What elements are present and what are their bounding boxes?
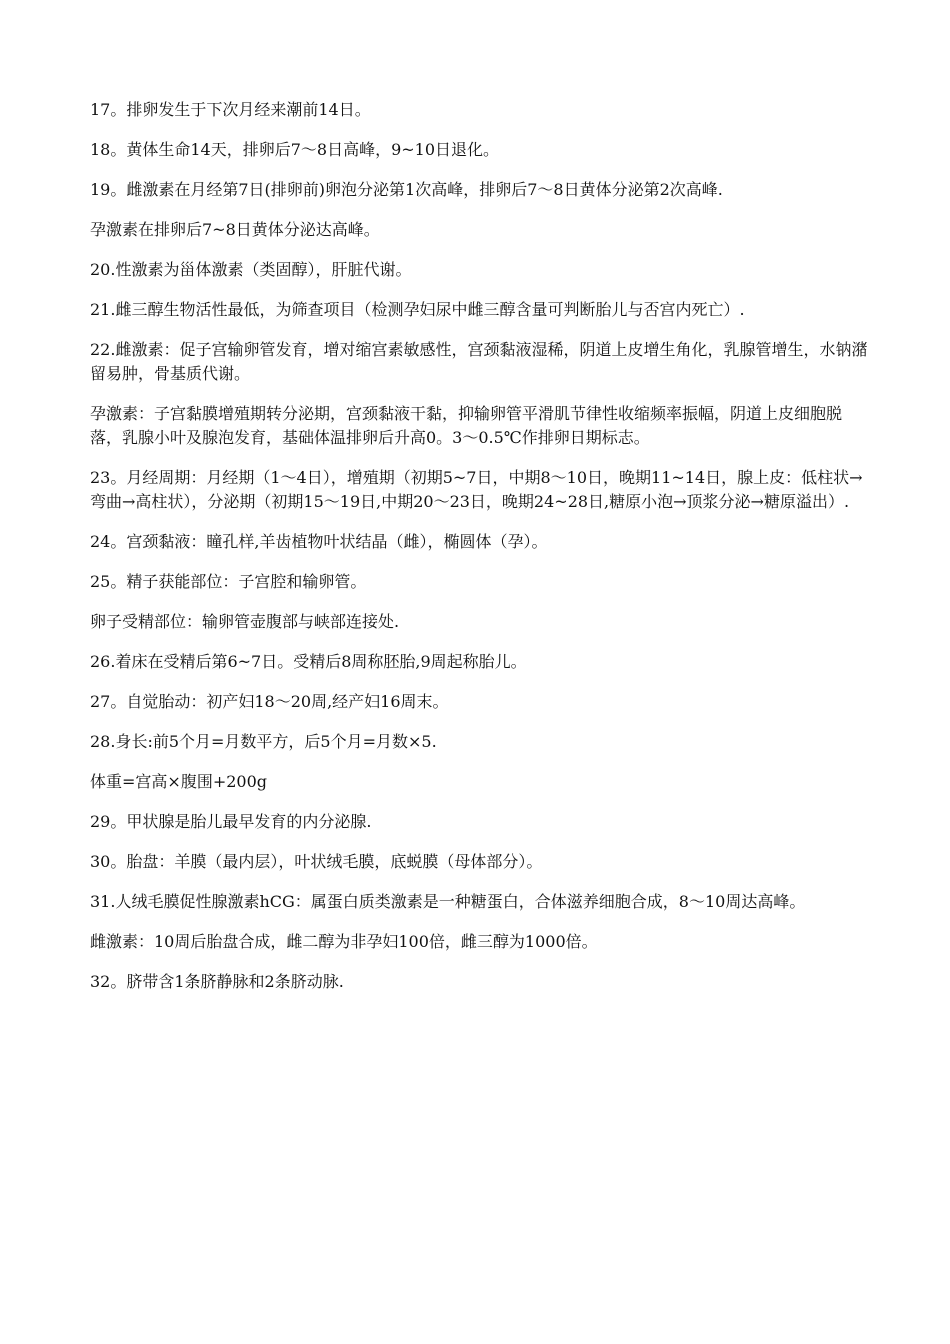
paragraph-25: 25。精子获能部位：子宫腔和输卵管。 (90, 572, 367, 591)
paragraph-28: 28.身长:前5个月=月数平方，后5个月=月数×5. (90, 732, 437, 751)
paragraph-23: 23。月经周期：月经期（1～4日），增殖期（初期5~7日，中期8～10日，晚期11~14日，腺上皮：低柱状→弯曲→高柱状），分泌期（初期15～19日,中期20～23日，晚期24~28日,糖原小泡→顶浆分泌→糖原溢出）. (90, 468, 863, 511)
paragraph-20: 20.性激素为甾体激素（类固醇），肝脏代谢。 (90, 260, 412, 279)
paragraph-29: 29。甲状腺是胎儿最早发育的内分泌腺. (90, 812, 372, 831)
paragraph-26: 26.着床在受精后第6~7日。受精后8周称胚胎,9周起称胎儿。 (90, 652, 527, 671)
document-body (90, 98, 870, 1010)
paragraph-19-progesterone: 孕激素在排卵后7~8日黄体分泌达高峰。 (90, 220, 380, 239)
paragraph-30: 30。胎盘：羊膜（最内层），叶状绒毛膜，底蜕膜（母体部分）。 (90, 852, 543, 871)
paragraph-25-fertilization: 卵子受精部位：输卵管壶腹部与峡部连接处. (90, 612, 400, 631)
paragraph-24: 24。宫颈黏液：瞳孔样,羊齿植物叶状结晶（雌），椭圆体（孕）。 (90, 532, 548, 551)
paragraph-31: 31.人绒毛膜促性腺激素hCG：属蛋白质类激素是一种糖蛋白，合体滋养细胞合成，8～10周达高峰。 (90, 892, 806, 911)
paragraph-19: 19。雌激素在月经第7日(排卵前)卵泡分泌第1次高峰，排卵后7～8日黄体分泌第2次高峰. (90, 180, 723, 199)
paragraph-18: 18。黄体生命14天，排卵后7～8日高峰，9~10日退化。 (90, 140, 500, 159)
paragraph-31-estrogen: 雌激素：10周后胎盘合成，雌二醇为非孕妇100倍，雌三醇为1000倍。 (90, 932, 598, 951)
paragraph-27: 27。自觉胎动：初产妇18～20周,经产妇16周末。 (90, 692, 449, 711)
paragraph-32: 32。脐带含1条脐静脉和2条脐动脉. (90, 972, 344, 991)
paragraph-17: 17。排卵发生于下次月经来潮前14日。 (90, 100, 371, 119)
paragraph-22-progesterone: 孕激素：子宫黏膜增殖期转分泌期，宫颈黏液干黏，抑输卵管平滑肌节律性收缩频率振幅，阴道上皮细胞脱落，乳腺小叶及腺泡发育，基础体温排卵后升高0。3～0.5℃作排卵日期标志。 (90, 404, 843, 447)
paragraph-22: 22.雌激素：促子宫输卵管发育，增对缩宫素敏感性，宫颈黏液湿稀，阴道上皮增生角化，乳腺管增生，水钠潴留易肿，骨基质代谢。 (90, 340, 868, 383)
paragraph-21: 21.雌三醇生物活性最低，为筛查项目（检测孕妇尿中雌三醇含量可判断胎儿与否宫内死亡）. (90, 300, 745, 319)
paragraph-28-weight: 体重=宫高×腹围+200g (90, 772, 268, 791)
